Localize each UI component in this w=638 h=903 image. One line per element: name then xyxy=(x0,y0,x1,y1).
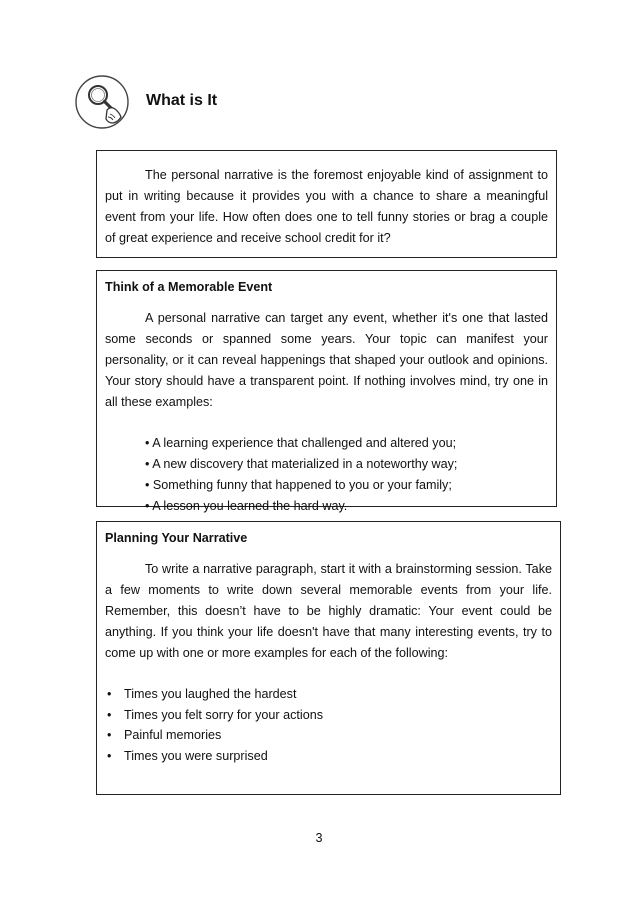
magnifier-in-hand-icon xyxy=(74,74,130,130)
list-item: • A learning experience that challenged and altered you; xyxy=(145,436,457,450)
list-item xyxy=(105,705,552,726)
list-item-text: Times you felt sorry for your actions xyxy=(124,707,323,722)
spacer xyxy=(105,298,548,308)
bullet-icon: • xyxy=(107,707,112,722)
example-list xyxy=(105,433,548,517)
memorable-event-paragraph: A personal narrative can target any event, whether it's one that lasted some seconds or spanned some years. Your topic can manifest your personality, or it can reveal happenings that shaped your outlook and opinions. Your story should have a transparent point. If nothing involves mind, try one in all these examples: xyxy=(105,311,548,409)
list-item-text: Times you laughed the hardest xyxy=(124,687,297,701)
intro-paragraph: The personal narrative is the foremost enjoyable kind of assignment to put in writing because it provides you with a chance to share a meaningful event from your life. How often does one to tell funny stories or brag a couple of great experience and receive school credit for it? xyxy=(105,168,548,245)
page-number: 3 xyxy=(315,831,323,845)
list-item: • Something funny that happened to you or your family; xyxy=(145,478,452,492)
bullet-icon: • xyxy=(107,728,112,742)
spacer xyxy=(105,664,552,684)
bullet-icon: • xyxy=(107,748,112,763)
spacer xyxy=(105,413,548,433)
planning-heading: Planning Your Narrative xyxy=(105,531,248,545)
list-item xyxy=(105,684,552,705)
intro-box xyxy=(96,150,557,258)
list-item: • A lesson you learned the hard way. xyxy=(145,499,348,513)
bullet-icon: • xyxy=(107,687,112,701)
planning-paragraph: To write a narrative paragraph, start it with a brainstorming session. Take a few moments to write down several memorable events from your life. Remember, this doesn’t have to be highly dramatic: Your event could be anything. If you think your life doesn't have that many interesting events, try to come up with one or more examples for each of the following: xyxy=(105,562,552,660)
bullet-list xyxy=(105,684,552,766)
planning-narrative-box xyxy=(96,521,561,795)
list-item-text: Painful memories xyxy=(124,728,222,742)
list-item: • A new discovery that materialized in a noteworthy way; xyxy=(145,457,458,471)
list-item-text: Times you were surprised xyxy=(124,748,268,763)
memorable-event-box xyxy=(96,270,557,513)
list-item xyxy=(105,746,552,767)
page-title: What is It xyxy=(146,92,218,109)
memorable-event-heading: Think of a Memorable Event xyxy=(105,280,273,294)
list-item xyxy=(105,725,552,746)
spacer xyxy=(105,549,552,559)
